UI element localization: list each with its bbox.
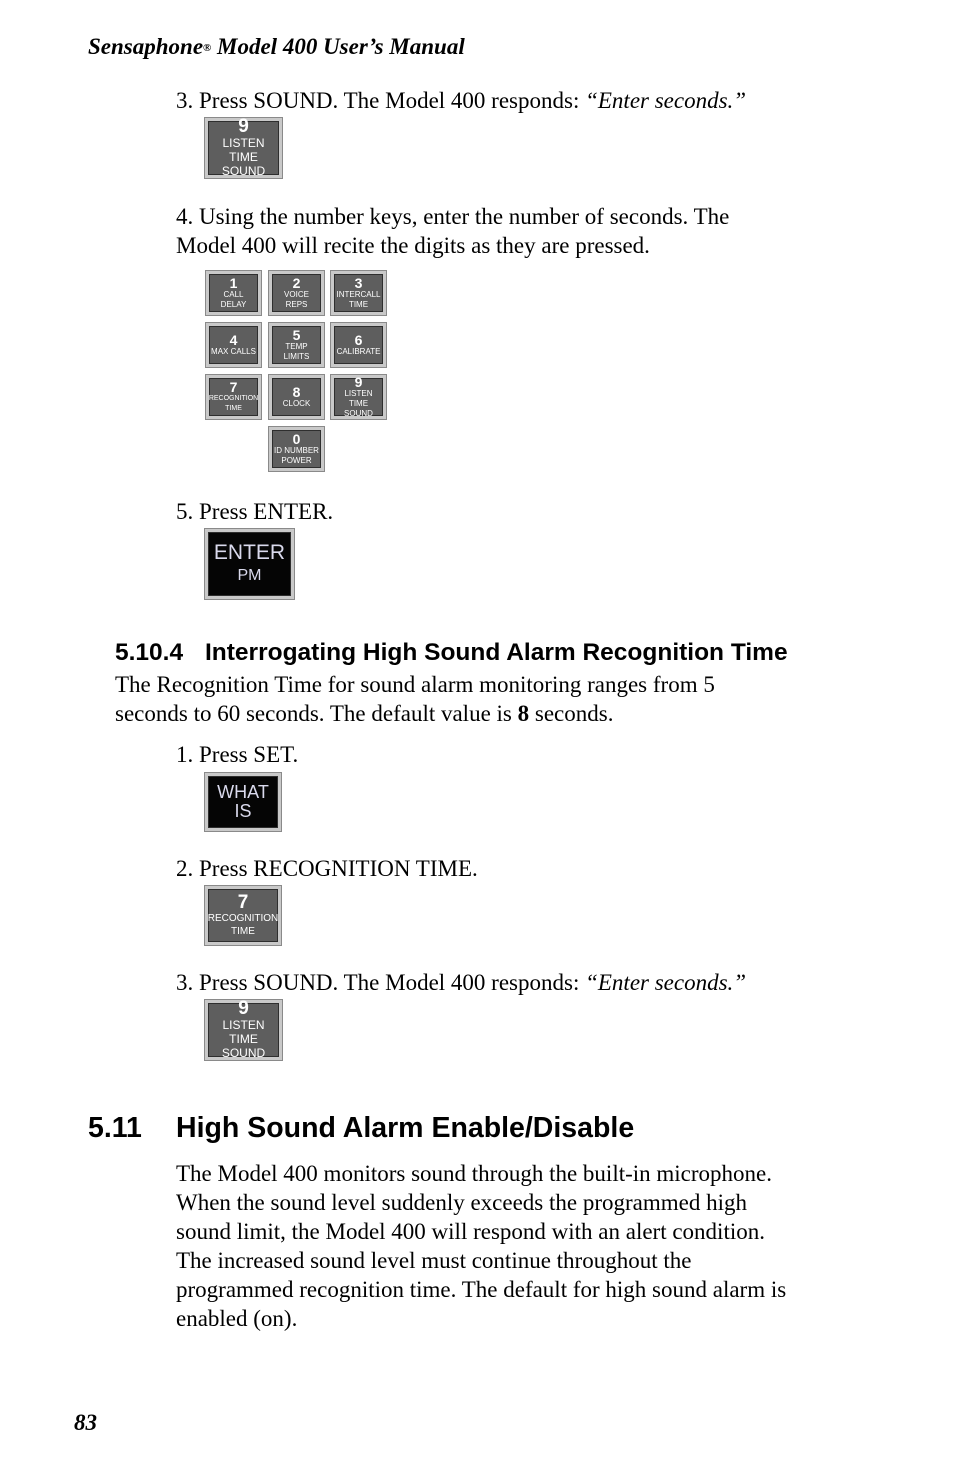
- response-quote-2: “Enter seconds.”: [585, 970, 747, 995]
- set-key: WHAT IS: [204, 772, 282, 832]
- page-number: 83: [74, 1410, 97, 1435]
- body-line: sound limit, the Model 400 will respond with an alert condition.: [176, 1219, 765, 1244]
- registered-mark: ®: [203, 42, 212, 54]
- recognition-time-body: The Recognition Time for sound alarm monitoring ranges from 5: [115, 672, 715, 697]
- manual-title: Model 400 User’s Manual: [211, 34, 465, 59]
- key-5: 5 TEMP LIMITS: [268, 322, 325, 368]
- key-4: 4 MAX CALLS: [205, 322, 262, 368]
- step-press-enter: 5. Press ENTER.: [176, 499, 334, 524]
- key-7: 7 RECOGNITION TIME: [205, 374, 262, 420]
- recognition-time-body-cont: seconds to 60 seconds. The default value is 8 seconds.: [115, 701, 614, 726]
- section-heading-5-10-4: 5.10.4 Interrogating High Sound Alarm Recognition Time: [115, 639, 788, 666]
- listen-time-sound-key: 9 LISTEN TIME SOUND: [204, 117, 283, 179]
- step-press-sound-2: 3. Press SOUND. The Model 400 responds: “Enter seconds.”: [176, 970, 747, 995]
- step-enter-number: 4. Using the number keys, enter the number of seconds. The: [176, 204, 730, 229]
- key-6: 6 CALIBRATE: [330, 322, 387, 368]
- listen-time-sound-key-2: 9 LISTEN TIME SOUND: [204, 999, 283, 1061]
- step-press-recognition-time: 2. Press RECOGNITION TIME.: [176, 856, 478, 881]
- key-3: 3 INTERCALL TIME: [330, 270, 387, 316]
- section-heading-5-11: 5.11 High Sound Alarm Enable/Disable: [88, 1112, 635, 1144]
- body-line: The Model 400 monitors sound through the built-in microphone.: [176, 1161, 773, 1186]
- default-value: 8: [517, 701, 530, 726]
- key-1: 1 CALL DELAY: [205, 270, 262, 316]
- response-quote: “Enter seconds.”: [585, 88, 747, 113]
- key-9: 9 LISTEN TIME SOUND: [330, 374, 387, 420]
- body-line: When the sound level suddenly exceeds the programmed high: [176, 1190, 748, 1215]
- brand-name: Sensaphone: [88, 34, 204, 59]
- step-press-sound: 3. Press SOUND. The Model 400 responds: “Enter seconds.”: [176, 88, 747, 113]
- step-press-set: 1. Press SET.: [176, 742, 299, 767]
- body-line: The increased sound level must continue throughout the: [176, 1248, 692, 1273]
- running-header: [88, 34, 465, 60]
- key-2: 2 VOICE REPS: [268, 270, 325, 316]
- key-0: 0 ID NUMBER POWER: [268, 426, 325, 472]
- recognition-time-key: 7 RECOGNITION TIME: [204, 885, 282, 946]
- body-line: programmed recognition time. The default for high sound alarm is: [176, 1277, 787, 1302]
- step-enter-number-cont: Model 400 will recite the digits as they are pressed.: [176, 233, 650, 258]
- enter-key: ENTER PM: [204, 528, 295, 600]
- key-8: 8 CLOCK: [268, 374, 325, 420]
- body-line: enabled (on).: [176, 1306, 298, 1331]
